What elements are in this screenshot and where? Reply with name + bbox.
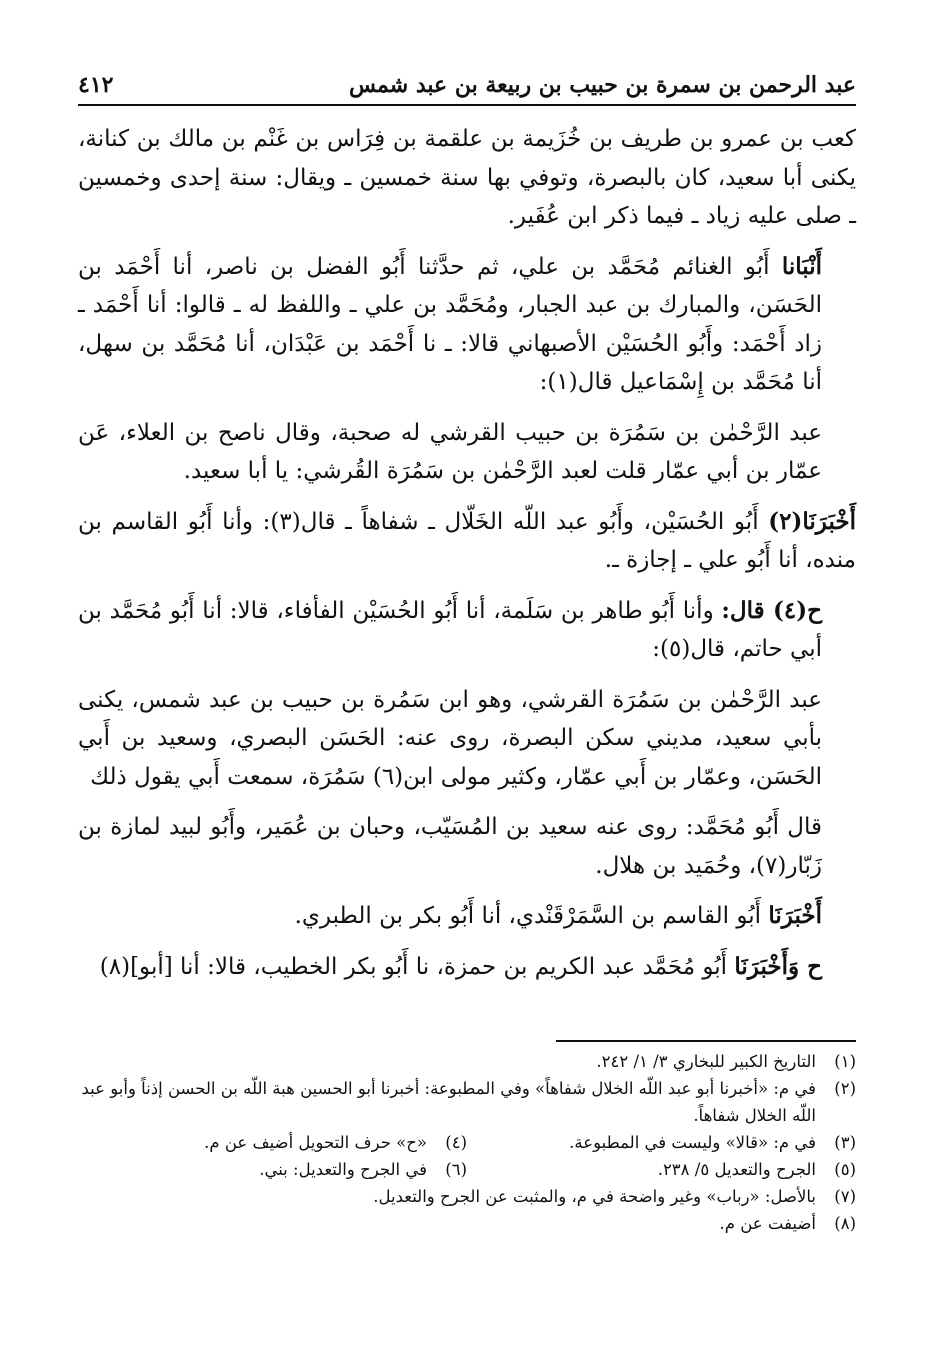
paragraph <box>78 948 856 987</box>
footnote <box>78 1156 467 1183</box>
footnote-text: في م: «أخبرنا أبو عبد اللّه الخلال شفاهاً» وفي المطبوعة: أخبرنا أبو الحسين هبة اللّه بن الحسن إذناً وأبو عبد اللّه الخلال شفاهاً. <box>81 1079 816 1125</box>
footnote-text: في م: «قالا» وليست في المطبوعة. <box>569 1133 816 1152</box>
footnote-number: (٦) <box>445 1160 467 1179</box>
paragraph <box>78 897 856 936</box>
paragraph-text: أَبُو مُحَمَّد عبد الكريم بن حمزة، نا أَبُو بكر الخطيب، قالا: أنا [أبو](٨) <box>99 953 735 980</box>
footnote <box>78 1075 856 1129</box>
paragraph-lead: ح(٤) قال: <box>721 596 823 624</box>
paragraph <box>78 248 856 402</box>
running-title: عبد الرحمن بن سمرة بن حبيب بن ربيعة بن عبد شمس <box>348 72 856 98</box>
footnote-text: في الجرح والتعديل: بني. <box>259 1160 427 1179</box>
paragraph-text: أَبُو القاسم بن السَّمَرْقَنْدي، أنا أَبُو بكر بن الطبري. <box>294 903 769 929</box>
footnote-number: (١) <box>834 1052 856 1071</box>
footnote-number: (٥) <box>834 1160 856 1179</box>
footnote-text: بالأصل: «رباب» وغير واضحة في م، والمثبت عن الجرح والتعديل. <box>373 1187 816 1206</box>
paragraph-text: قال أَبُو مُحَمَّد: روى عنه سعيد بن المُسَيّب، وحبان بن عُمَير، وأَبُو لبيد لمازة بن زَبّار(٧)، وحُمَيد بن هلال. <box>78 814 822 879</box>
paragraph-text: عبد الرَّحْمٰن بن سَمُرَة بن حبيب القرشي له صحبة، وقال ناصح بن العلاء، عَن عمّار بن أبي عمّار قلت لعبد الرَّحْمٰن بن سَمُرَة القُرشي: يا أبا سعيد. <box>78 419 822 484</box>
footnote <box>467 1156 856 1183</box>
paragraph-lead: أَخْبَرَنَا <box>768 902 822 929</box>
footnote <box>78 1129 467 1156</box>
footnote-text: الجرح والتعديل ٥/ ٢٣٨. <box>657 1160 816 1179</box>
footnote-row <box>78 1156 856 1183</box>
footnote <box>78 1210 856 1237</box>
paragraph-text: كعب بن عمرو بن طريف بن خُزَيمة بن علقمة بن فِرَاس بن غَنْم بن مالك بن كنانة، يكنى أبا سعيد، كان بالبصرة، وتوفي بها سنة خمسين ـ ويقال: سنة إحدى وخمسين ـ صلى عليه زياد ـ فيما ذكر ابن عُفَير. <box>78 126 856 229</box>
paragraph <box>78 120 856 236</box>
page-number: ٤١٢ <box>78 72 114 98</box>
paragraph-lead: أَنْبَانا <box>781 252 822 280</box>
paragraph <box>78 681 856 797</box>
footnote-number: (٢) <box>834 1079 856 1098</box>
footnote-number: (٨) <box>834 1214 856 1233</box>
paragraph <box>78 808 856 885</box>
paragraph-lead: ح وَأَخْبَرَنَا <box>734 952 822 980</box>
footnote-text: التاريخ الكبير للبخاري ٣/ ١/ ٢٤٢. <box>596 1052 816 1071</box>
paragraph-text: أَبُو الغنائم مُحَمَّد بن علي، ثم حدَّثنا أَبُو الفضل بن ناصر، أنا أَحْمَد بن الحَسَن، والمبارك بن عبد الجبار، ومُحَمَّد بن علي ـ واللفظ له ـ قالوا: أنا أَحْمَد ـ زاد أَحْمَد: وأَبُو الحُسَيْن الأصبهاني قالا: ـ نا أَحْمَد بن عَبْدَان، أنا مُحَمَّد بن سهل، أنا مُحَمَّد بن إِسْمَاعيل قال(١): <box>78 253 822 395</box>
paragraph <box>78 503 856 580</box>
footnote-number: (٧) <box>834 1187 856 1206</box>
footnote <box>467 1129 856 1156</box>
paragraph-lead: أَخْبَرَنَا(٢) <box>768 507 857 535</box>
footnote <box>78 1183 856 1210</box>
paragraph-text: أَبُو الحُسَيْن، وأَبُو عبد اللّه الخَلّال ـ شفاهاً ـ قال(٣): وأنا أَبُو القاسم بن منده، أنا أَبُو علي ـ إجازة ـ. <box>78 508 856 573</box>
footnote-divider <box>556 1040 856 1042</box>
footnote-number: (٤) <box>445 1133 467 1152</box>
footnote <box>78 1048 856 1075</box>
paragraph-text: عبد الرَّحْمٰن بن سَمُرَة القرشي، وهو ابن سَمُرة بن حبيب بن عبد شمس، يكنى بأبي سعيد، مديني سكن البصرة، روى عنه: الحَسَن البصري، وسعيد بن أَبي الحَسَن، وعمّار بن أَبي عمّار، وكثير مولى ابن(٦) سَمُرَة، سمعت أَبي يقول ذلك <box>78 686 822 790</box>
footnote-text: «ح» حرف التحويل أضيف عن م. <box>204 1133 427 1152</box>
paragraph <box>78 414 856 491</box>
paragraph-text: وأنا أَبُو طاهر بن سَلَمة، أنا أَبُو الحُسَيْن الفأفاء، قالا: أنا أَبُو مُحَمَّد بن أبي حاتم، قال(٥): <box>78 597 822 662</box>
page-header <box>78 58 856 106</box>
footnotes <box>78 1048 856 1237</box>
footnote-number: (٣) <box>834 1133 856 1152</box>
footnote-row <box>78 1129 856 1156</box>
footnote-text: أضيفت عن م. <box>719 1214 816 1233</box>
main-text <box>78 120 856 998</box>
paragraph <box>78 592 856 669</box>
